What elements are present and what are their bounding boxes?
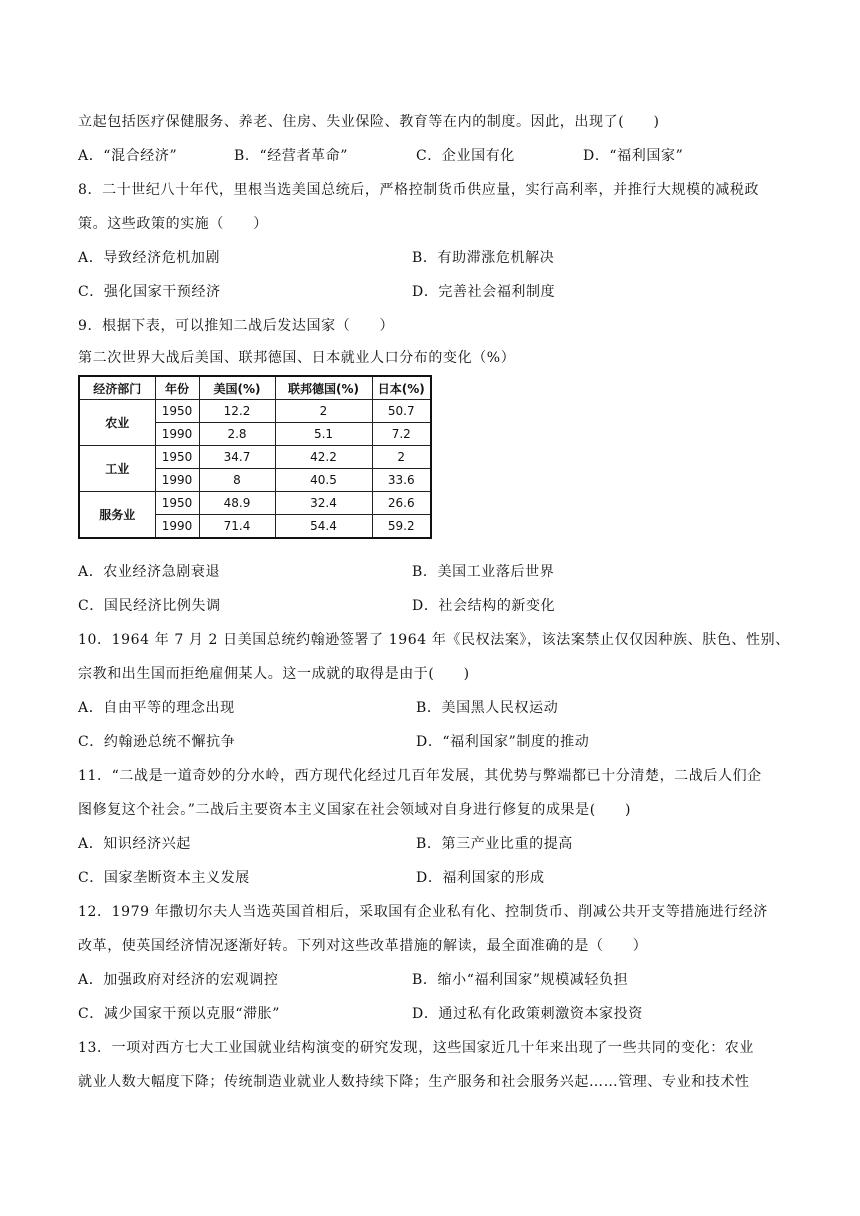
q10-stem-line1: 10．1964 年 7 月 2 日美国总统约翰逊签署了 1964 年《民权法案》，该法案禁止仅仅因种族、肤色、性别、 bbox=[78, 632, 790, 648]
cell-usa: 12.2 bbox=[199, 400, 275, 423]
cell-usa: 34.7 bbox=[199, 446, 275, 469]
cell-west-germany: 32.4 bbox=[275, 492, 372, 515]
q12-stem-line2: 改革，使英国经济情况逐渐好转。下列对这些改革措施的解读，最全面准确的是（ ） bbox=[78, 938, 648, 954]
header-sector: 经济部门 bbox=[79, 376, 155, 400]
cell-west-germany: 40.5 bbox=[275, 469, 372, 492]
q11-stem-line1: 11．“二战是一道奇妙的分水岭，西方现代化经过几百年发展，其优势与弊端都已十分清楚，二战后人们企 bbox=[78, 768, 762, 784]
cell-year: 1950 bbox=[155, 400, 199, 423]
cell-west-germany: 42.2 bbox=[275, 446, 372, 469]
table-row bbox=[79, 400, 431, 423]
q10-stem-line2: 宗教和出生国而拒绝雇佣某人。这一成就的取得是由于( ) bbox=[78, 666, 470, 682]
q8-stem-line1: 8．二十世纪八十年代，里根当选美国总统后，严格控制货币供应量，实行高利率，并推行大规模的减税政 bbox=[78, 182, 760, 198]
cell-usa: 2.8 bbox=[199, 423, 275, 446]
q7-option-d: D．“福利国家” bbox=[583, 148, 684, 164]
cell-usa: 8 bbox=[199, 469, 275, 492]
q10-option-d: D．“福利国家”制度的推动 bbox=[416, 734, 590, 750]
header-usa: 美国(%) bbox=[199, 376, 275, 400]
cell-japan: 2 bbox=[372, 446, 431, 469]
q7-option-c: C．企业国有化 bbox=[416, 148, 515, 164]
table-row bbox=[79, 446, 431, 469]
cell-year: 1950 bbox=[155, 492, 199, 515]
table-title: 第二次世界大战后美国、联邦德国、日本就业人口分布的变化（%） bbox=[78, 350, 516, 366]
cell-japan: 50.7 bbox=[372, 400, 431, 423]
cell-usa: 48.9 bbox=[199, 492, 275, 515]
q9-option-d: D．社会结构的新变化 bbox=[412, 598, 556, 614]
q7-tail-text: 立起包括医疗保健服务、养老、住房、失业保险、教育等在内的制度。因此，出现了( ) bbox=[78, 114, 660, 130]
cell-japan: 59.2 bbox=[372, 515, 431, 539]
q12-option-d: D．通过私有化政策刺激资本家投资 bbox=[412, 1006, 643, 1022]
q9-option-c: C．国民经济比例失调 bbox=[78, 598, 221, 614]
q13-stem-line2: 就业人数大幅度下降；传统制造业就业人数持续下降；生产服务和社会服务兴起……管理、专业和技术性 bbox=[78, 1074, 750, 1090]
sector-services: 服务业 bbox=[79, 492, 155, 539]
cell-japan: 33.6 bbox=[372, 469, 431, 492]
q10-option-a: A．自由平等的理念出现 bbox=[78, 700, 235, 716]
cell-usa: 71.4 bbox=[199, 515, 275, 539]
header-year: 年份 bbox=[155, 376, 199, 400]
cell-japan: 26.6 bbox=[372, 492, 431, 515]
q11-option-c: C．国家垄断资本主义发展 bbox=[78, 870, 250, 886]
q8-option-d: D．完善社会福利制度 bbox=[412, 284, 556, 300]
q9-option-a: A．农业经济急剧衰退 bbox=[78, 564, 221, 580]
q10-option-b: B．美国黑人民权运动 bbox=[416, 700, 559, 716]
q10-option-c: C．约翰逊总统不懈抗争 bbox=[78, 734, 236, 750]
employment-table bbox=[78, 375, 432, 539]
q11-stem-line2: 图修复这个社会。”二战后主要资本主义国家在社会领域对自身进行修复的成果是( ) bbox=[78, 802, 632, 818]
sector-industry: 工业 bbox=[79, 446, 155, 492]
cell-year: 1990 bbox=[155, 515, 199, 539]
cell-west-germany: 2 bbox=[275, 400, 372, 423]
table-row bbox=[79, 492, 431, 515]
q8-stem-line2: 策。这些政策的实施（ ） bbox=[78, 216, 268, 232]
cell-west-germany: 54.4 bbox=[275, 515, 372, 539]
header-japan: 日本(%) bbox=[372, 376, 431, 400]
header-west-germany: 联邦德国(%) bbox=[275, 376, 372, 400]
q8-option-c: C．强化国家干预经济 bbox=[78, 284, 221, 300]
q7-option-a: A．“混合经济” bbox=[78, 148, 178, 164]
cell-west-germany: 5.1 bbox=[275, 423, 372, 446]
q12-stem-line1: 12．1979 年撒切尔夫人当选英国首相后，采取国有企业私有化、控制货币、削减公共开支等措施进行经济 bbox=[78, 904, 768, 920]
q8-option-b: B．有助滞涨危机解决 bbox=[412, 250, 555, 266]
q12-option-c: C．减少国家干预以克服“滞胀” bbox=[78, 1006, 281, 1022]
sector-agriculture: 农业 bbox=[79, 400, 155, 446]
q9-stem: 9．根据下表，可以推知二战后发达国家（ ） bbox=[78, 318, 395, 334]
q12-option-a: A．加强政府对经济的宏观调控 bbox=[78, 972, 279, 988]
q11-option-a: A．知识经济兴起 bbox=[78, 836, 191, 852]
cell-year: 1950 bbox=[155, 446, 199, 469]
cell-year: 1990 bbox=[155, 469, 199, 492]
q8-option-a: A．导致经济危机加剧 bbox=[78, 250, 221, 266]
cell-year: 1990 bbox=[155, 423, 199, 446]
cell-japan: 7.2 bbox=[372, 423, 431, 446]
q7-option-b: B．“经营者革命” bbox=[234, 148, 349, 164]
table-header-row bbox=[79, 376, 431, 400]
q12-option-b: B．缩小“福利国家”规模减轻负担 bbox=[412, 972, 629, 988]
q9-option-b: B．美国工业落后世界 bbox=[412, 564, 555, 580]
q13-stem-line1: 13．一项对西方七大工业国就业结构演变的研究发现，这些国家近几十年来出现了一些共同的变化：农业 bbox=[78, 1040, 755, 1056]
q11-option-b: B．第三产业比重的提高 bbox=[416, 836, 573, 852]
q11-option-d: D．福利国家的形成 bbox=[416, 870, 545, 886]
